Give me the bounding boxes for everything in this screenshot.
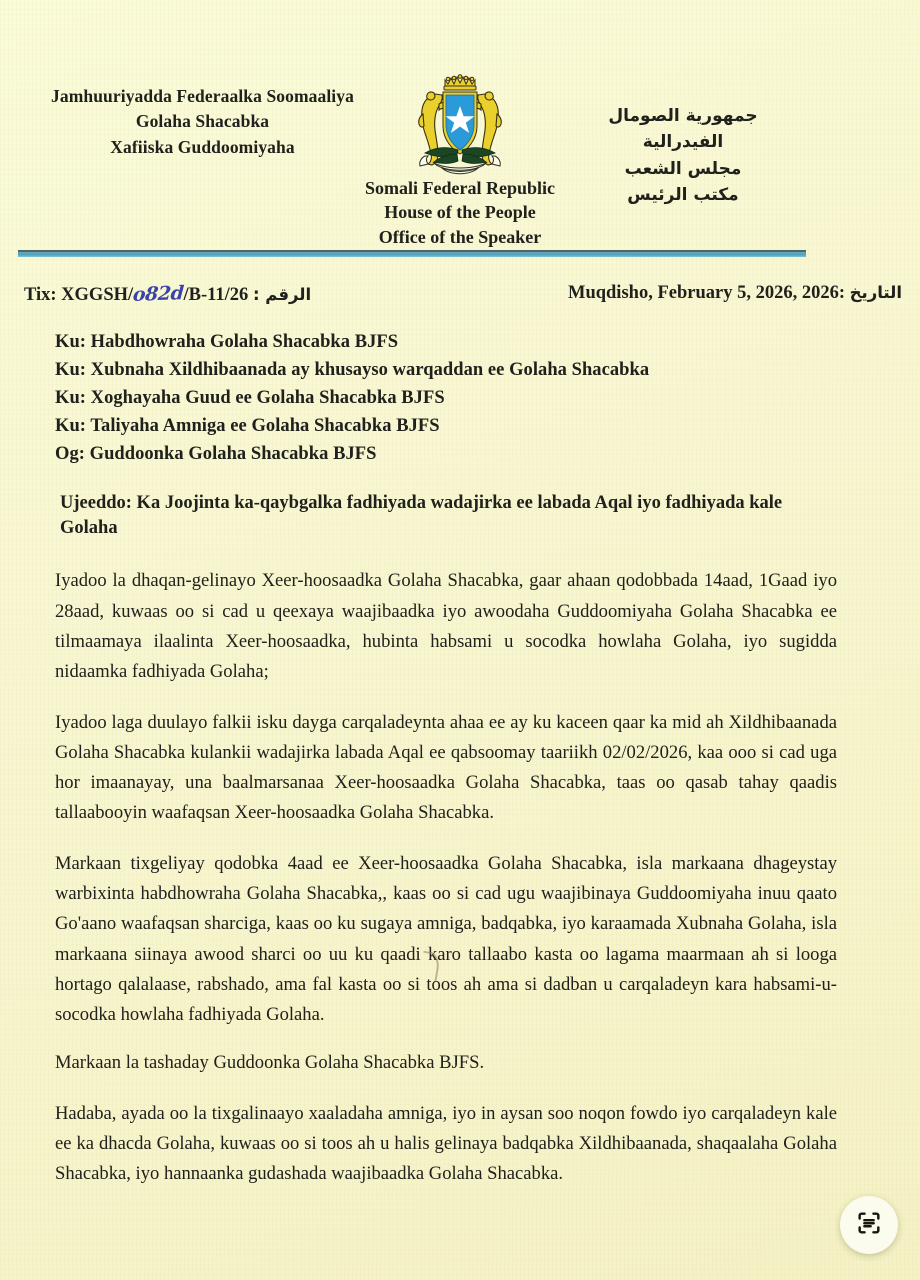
recipient-list (55, 328, 837, 469)
letterhead-english-line-3: Office of the Speaker (378, 226, 542, 247)
recipient-line: Og: Guddoonka Golaha Shacabka BJFS (55, 444, 377, 465)
recipient-line: Ku: Xubnaha Xildhibaanada ay khusayso warqaddan ee Golaha Shacabka (55, 360, 650, 381)
scan-text-icon (855, 1209, 883, 1242)
letterhead-english-line-1: Somali Federal Republic (365, 178, 555, 198)
scan-text-button[interactable] (840, 1196, 898, 1254)
reference-prefix: Tix: XGGSH/ (24, 285, 134, 305)
letterhead (0, 0, 920, 247)
reference-suffix: /B-11/26 (183, 285, 249, 305)
reference-date-row (0, 283, 920, 309)
body-paragraph-1: Iyadoo la dhaqan-gelinayo Xeer-hoosaadka Golaha Shacabka, gaar ahaan qodobbada 14aad, 1Gaad iyo 28aad, kuwaas oo si cad u qeexaya waajibaadka iyo awoodaha Guddoomiyaha Golaha Shacabka ee tilmaamaya ilaalinta Xeer-hoosaadka, hubinta habsami u socodka howlaha Golaha, iyo sugidda nidaamka fadhiyada Golaha; (55, 570, 837, 683)
body-paragraph-4: Markaan la tashaday Guddoonka Golaha Shacabka BJFS. (55, 1052, 485, 1074)
date-arabic-label: التاريخ (849, 283, 902, 302)
recipient-line: Ku: Taliyaha Amniga ee Golaha Shacabka BJFS (55, 416, 440, 437)
letterhead-english-block (250, 176, 670, 249)
reference-arabic-label: الرقم : (252, 285, 312, 304)
letterhead-somali-line-3: Xafiiska Guddoomiyaha (110, 136, 295, 157)
letterhead-english-line-2: House of the People (384, 202, 536, 223)
document-date (568, 283, 902, 304)
letterhead-somali-line-2: Golaha Shacabka (135, 111, 270, 132)
letterhead-arabic-line-3: مكتب الرئيس (627, 185, 739, 206)
letterhead-arabic-line-1: جمهورية الصومال الفيدرالية (608, 106, 758, 153)
letterhead-arabic-line-2: مجلس الشعب (624, 158, 742, 179)
date-text: Muqdisho, February 5, 2026, 2026: (567, 283, 845, 303)
letter-body (55, 328, 837, 1190)
body-paragraph-2: Iyadoo laga duulayo falkii isku dayga carqaladeynta ahaa ee ay ku kaceen qaar ka mid ah Xildhibaanada Golaha Shacabka kulankii wadajirka labada Aqal ee qabsoomay taariikh 02/02/2026, kaa ooo si cad uga hor imaanayay, una baalmarsanaa Xeer-hoosaadka Golaha Shacabka, taas oo qasab tahay qaadis tallaabooyin waafaqsan Xeer-hoosaadka Golaha Shacabka. (55, 711, 837, 824)
letterhead-somali-line-1: Jamhuuriyadda Federaalka Soomaaliya (51, 86, 354, 106)
somali-coat-of-arms-emblem (395, 70, 525, 182)
body-paragraph-5: Hadaba, ayada oo la tixgalinaayo xaaladaha amniga, iyo in aysan soo noqon fowdo iyo carqaladeyn kale ee ka dhacda Golaha, kuwaas oo si toos ah u halis gelinaya badqabka Xildhibaanada, shaqaalaha Golaha Shacabka, iyo hannaanka gudashada waajibaadka Golaha Shacabka. (55, 1102, 837, 1185)
divider-thick-line (18, 252, 806, 257)
letterhead-somali-block (30, 84, 375, 160)
reference-handwritten-number: o82d (132, 282, 185, 306)
recipient-line: Ku: Habdhowraha Golaha Shacabka BJFS (55, 332, 399, 352)
recipient-line: Ku: Xoghayaha Guud ee Golaha Shacabka BJFS (55, 388, 445, 409)
body-paragraph-3: Markaan tixgeliyay qodobka 4aad ee Xeer-hoosaadka Golaha Shacabka, isla markaana dhageystay warbixinta habdhowraha Golaha Shacabka,, kaas oo si cad ugu waajibinaya Guddoomiyaha inuu qaato Go'aano waafaqsan sharciga, kaas oo ku sugaya amniga, badqabka, iyo karaamada Xubnaha Golaha, isla markaana siinaya awood sharci oo uu ku qaadi karo tallaabo kasta oo lagama maarmaan ah si looga hortago qalalaase, rabshado, ama fal kasta oo si toos ah ama si dadban u carqaladeyn kara habsami-u- socodka howlaha fadhiyada Golaha. (55, 852, 837, 1026)
header-divider-rule (18, 250, 806, 257)
subject-line: Ujeeddo: Ka Joojinta ka-qaybgalka fadhiyada wadajirka ee labada Aqal iyo fadhiyada kale Golaha (60, 492, 783, 539)
reference-number (24, 283, 311, 306)
